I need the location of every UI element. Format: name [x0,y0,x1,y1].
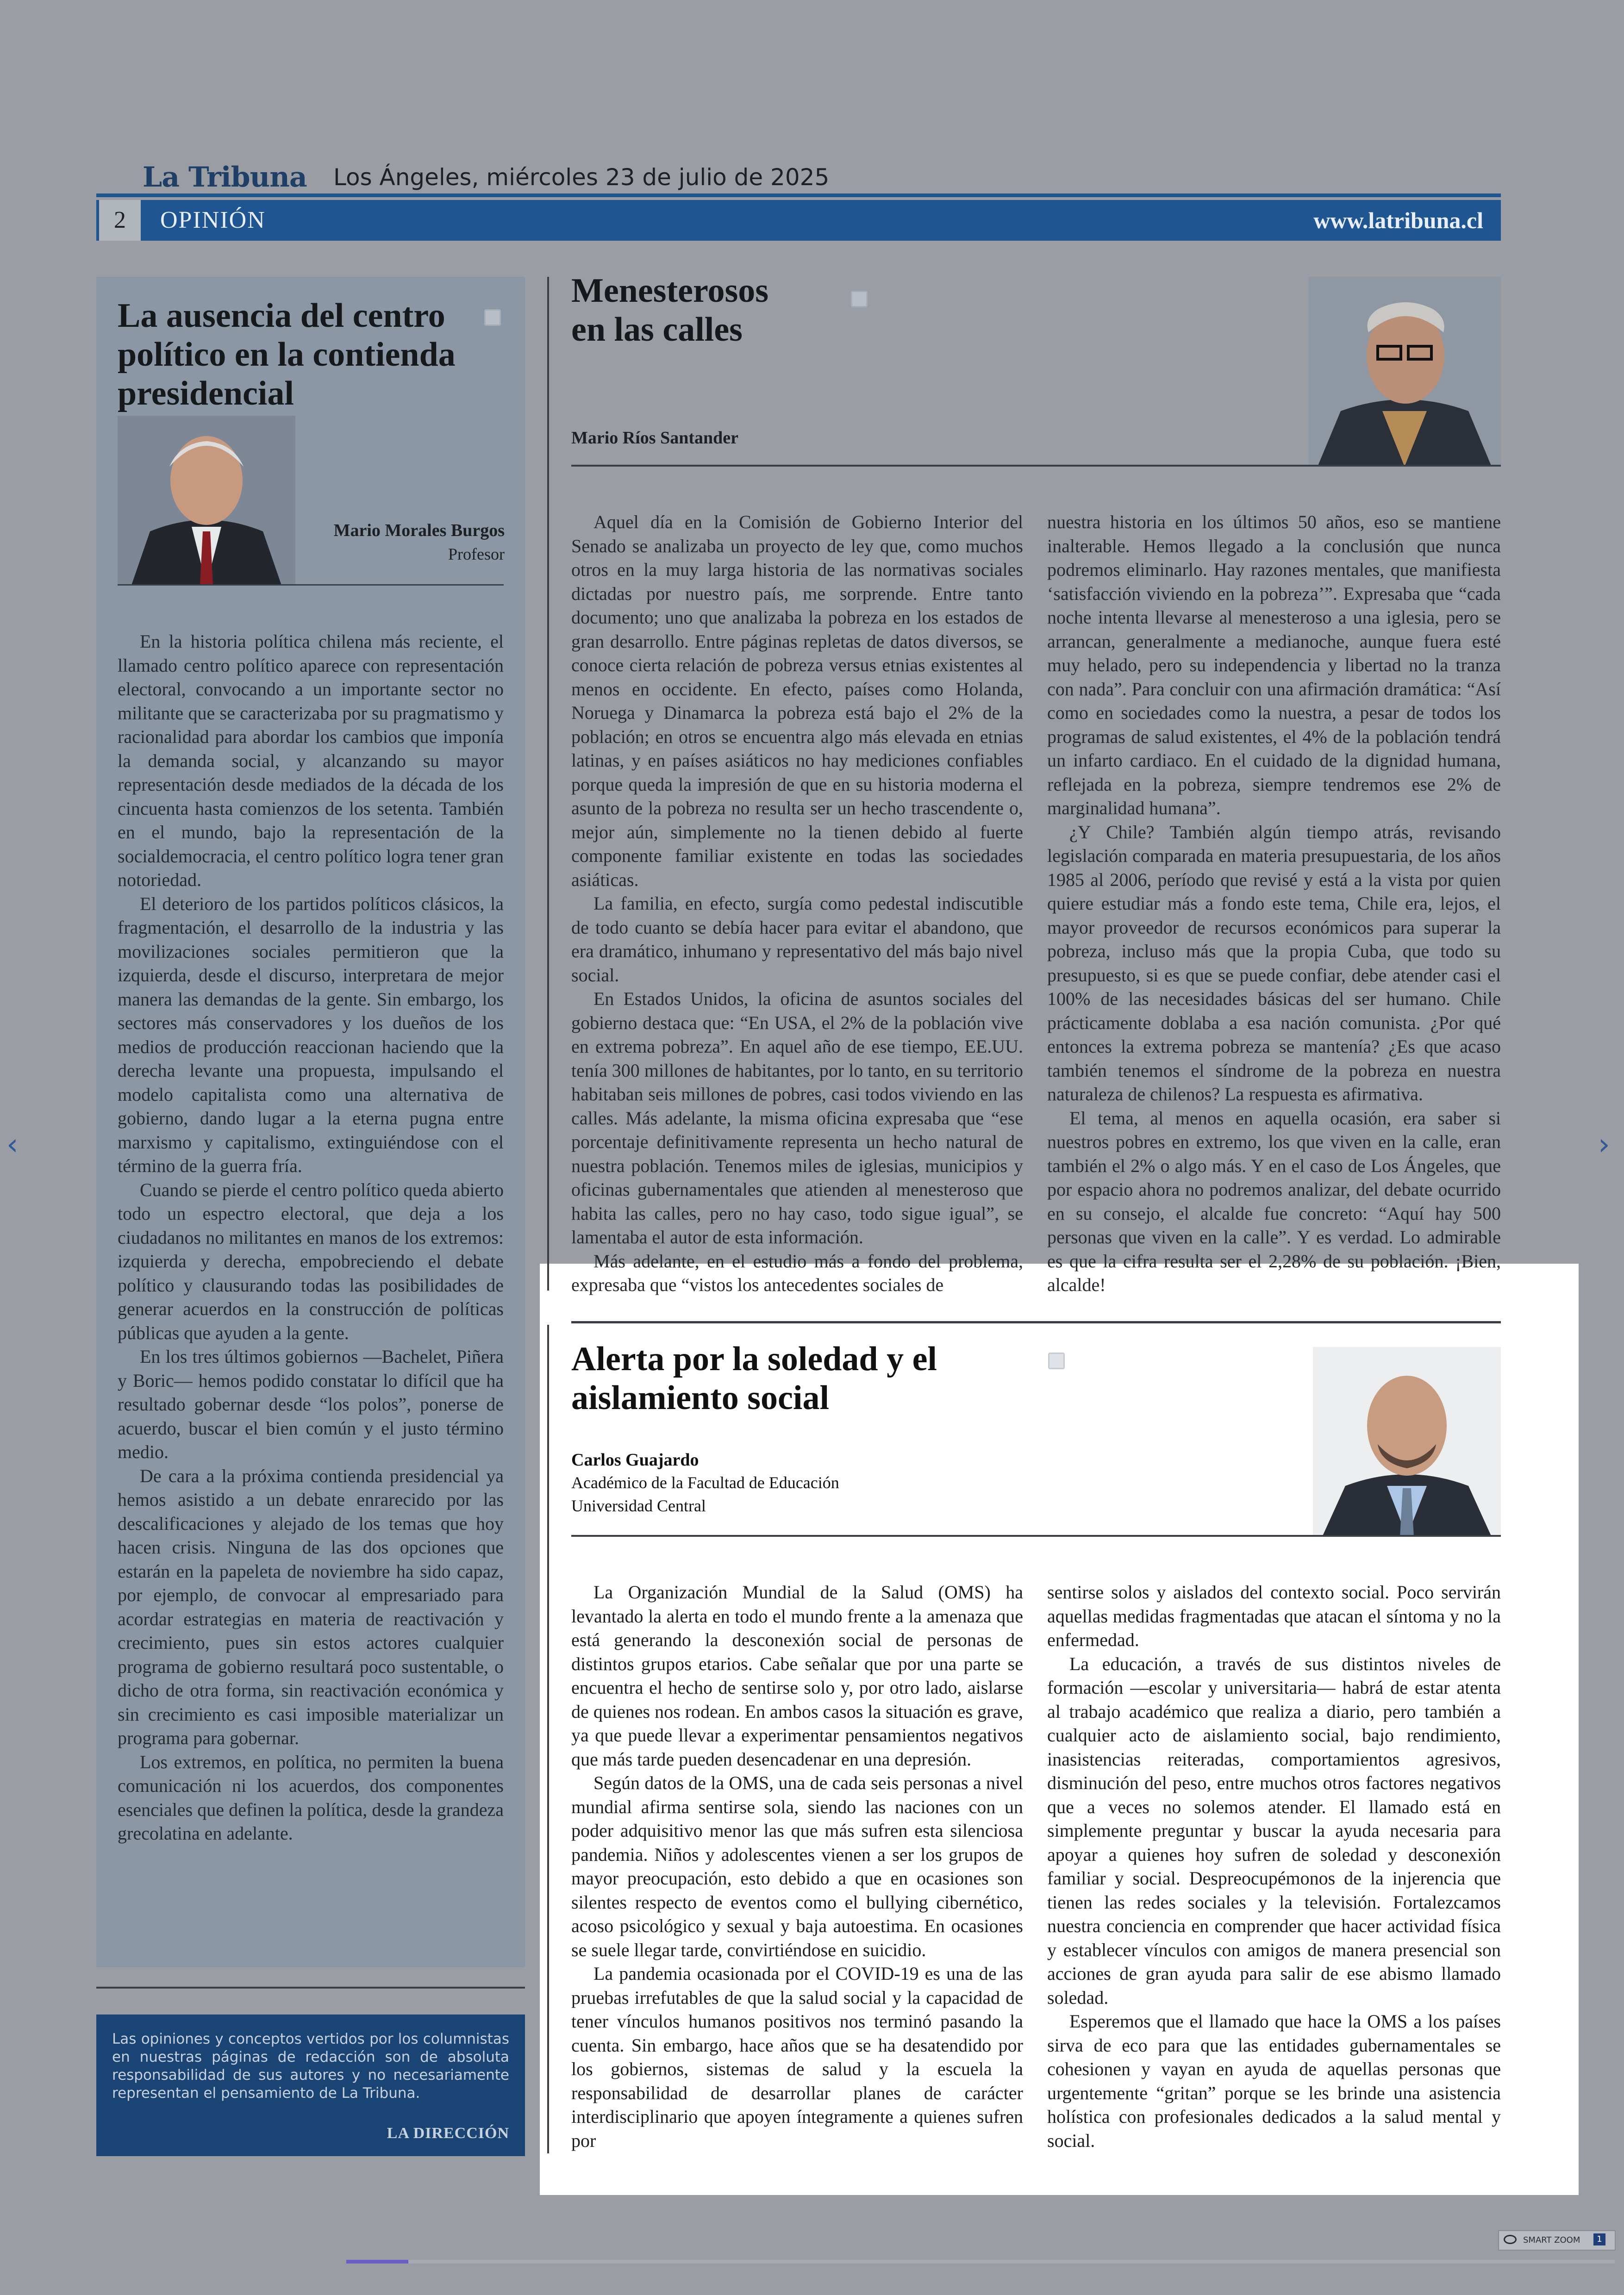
left-article-title: La ausencia del centro político en la contienda presidencial [118,297,456,412]
bottom-byline-rule [571,1535,1501,1537]
article-clip-icon[interactable] [484,309,501,326]
smart-zoom-label: SMART ZOOM [1523,2235,1580,2245]
editorial-disclaimer [96,2014,525,2156]
left-byline-rule [118,584,504,586]
paragraph: ¿Y Chile? También algún tiempo atrás, revisando legislación comparada en materia presupuestaria, de los años 1985 al 2006, período que revisé y está a la vista por quien quiere estudiar más a fondo este tema, Chile era, lejos, el mayor proveedor de recursos económicos para superar la pobreza, incluso más que la propia Cuba, que todo su presupuesto, si es que se puede confiar, debe atender casi el 100% de las necesidades básicas del ser humano. Chile prácticamente doblaba a esa nación comunista. ¿Por qué entonces la extrema pobreza se mantenía? ¿Es que acaso también tenemos el síndrome de la pobreza en nuestra naturaleza de chilenos? La respuesta es afirmativa. [1047,821,1501,1104]
paragraph: nuestra historia en los últimos 50 años, eso se mantiene inalterable. Hemos llegado a la conclusión que nunca podremos eliminarlo. Hay razones mentales, que manifiesta ‘satisfacción viviendo en la pobreza’”. Expresaba que “cada noche intenta llevarse al menesteroso a una iglesia, pero se arrancan, generalmente a medianoche, aunque fuera esté muy helado, pero su independencia y libertad no la tranza con nada”. Para concluir con una afirmación dramática: “Así como en sociedades como la nuestra, a pesar de todos los programas de salud existentes, el 4% de la población tendrá un infarto cardiaco. En el cuidado de la dignidad humana, reflejada en la pobreza, siempre tendremos ese 2% de marginalidad humana”. [1047,511,1501,818]
left-author-name: Mario Morales Burgos [333,521,505,540]
paragraph: sentirse solos y aislados del contexto social. Poco servirán aquellas medidas fragmentadas que atacan el síntoma y no la enfermedad. [1047,1582,1501,1650]
page-scroll-progress[interactable] [346,2260,1615,2264]
paragraph: La Organización Mundial de la Salud (OMS) ha levantado la alerta en todo el mundo frente a la amenaza que está generando la desconexión social de personas de distintos grupos etarios. Cabe señalar que por una parte se encuentra el hecho de sentirse solo y, por otro lado, aislarse de quienes nos rodean. En ambos casos la situación es grave, ya que puede llevar a experimentar pensamientos negativos que más tarde pueden desencadenar en una depresión. [571,1582,1023,1770]
section-name: OPINIÓN [160,207,266,233]
paragraph: El deterioro de los partidos políticos clásicos, la fragmentación, el desarrollo de la industria y las movilizaciones sociales permitieron que la izquierda, desde el discurso, interpretara de mejor manera las demandas de la gente. Sin embargo, los sectores más conservadores y los dueños de los medios de producción reaccionan haciendo que la derecha levante una propuesta, impulsando el modelo capitalista como una alternativa de gobierno, dando lugar a la eterna pugna entre marxismo y capitalismo, extinguiéndose con el término de la guerra fría. [118,893,504,1176]
disclaimer-signature: LA DIRECCIÓN [387,2125,509,2142]
chevron-left-icon[interactable]: ‹ [6,1128,19,1162]
author-photo [1313,1347,1501,1537]
top-article-col1 [571,510,1023,1297]
issue-date: Los Ángeles, miércoles 23 de julio de 2025 [333,164,830,191]
section-bar-rule [96,193,1501,197]
paragraph: Más adelante, en el estudio más a fondo del problema, expresaba que “vistos los antecedentes sociales de [571,1250,1023,1295]
bottom-article-col1 [571,1580,1023,2152]
author-photo [1308,277,1501,467]
left-column-footer-rule [96,1987,525,1989]
eye-icon [1504,2235,1517,2244]
article-clip-icon[interactable] [1048,1353,1065,1369]
bottom-author-affiliation: Universidad Central [571,1497,706,1515]
bottom-article-col2 [1047,1580,1501,2152]
section-bar [96,193,1501,241]
paragraph: La educación, a través de sus distintos niveles de formación —escolar y universitaria— habrá de estar atenta al trabajo académico que realiza a diario, pero también a cualquier acto de aislamiento social, bajo rendimiento, inasistencias reiteradas, comportamientos agresivos, disminución del peso, entre muchos otros factores negativos que a veces no solemos atender. El llamado está en simplemente preguntar y buscar la ayuda necesaria para apoyar a quienes hoy sufren de soledad y desconexión familiar y social. Despreocupémonos de la injerencia que tienen las redes sociales y la televisión. Fortalezcamos nuestra conciencia en comprender que hacer actividad física y establecer vínculos con amigos de manera presencial son acciones de gran ayuda para salir de ese abismo llamado soledad. [1047,1653,1501,2008]
bottom-article-title-line2: aislamiento social [571,1379,830,1417]
paragraph: Los extremos, en política, no permiten la buena comunicación ni los acuerdos, dos componentes esenciales que definen la política, desde la grandeza grecolatina en adelante. [118,1751,504,1844]
paragraph: Aquel día en la Comisión de Gobierno Interior del Senado se analizaba un proyecto de ley que, como muchos otros en la muy larga historia de las normativas sociales dictadas por nuestro país, me sorprende. Entre tanto documento; uno que analizaba la pobreza en los estados de gran desarrollo. Entre páginas repletas de datos diversos, se conoce cierta relación de pobreza versus etnias existentes al menos en occidente. En efecto, países como Holanda, Noruega y Dinamarca la pobreza está bajo el 2% de la población; en otros se encuentra algo más elevada en etnias latinas, y en países asiáticos no hay mediciones confiables porque queda la impresión de que en su historia moderna el asunto de la pobreza no resulta ser un hecho trascendente o, mejor aún, simplemente no la tienen debido al fuerte componente familiar existente en todas las sociedades asiáticas. [571,511,1023,890]
smart-zoom-badge: 1 [1593,2233,1605,2245]
paragraph: Según datos de la OMS, una de cada seis personas a nivel mundial afirma sentirse sola, siendo las naciones con un poder adquisitivo menor las que más sufren esta silenciosa pandemia. Niños y adolescentes vienen a ser los grupos de mayor preocupación, esto debido a que en ocasiones son silentes respecto de eventos como el bullying cibernético, acoso psicológico y sexual y baja autoestima. En ocasiones se suele llegar tarde, convirtiéndose en suicidio. [571,1772,1023,1960]
paragraph: Cuando se pierde el centro político queda abierto todo un espectro electoral, que deja a los ciudadanos no militantes en manos de los extremos: izquierda y derecha, empobreciendo el debate político y clausurando todas las posibilidades de generar acuerdos en la construcción de políticas públicas que ayuden a la gente. [118,1179,504,1343]
top-article-title-line2: en las calles [571,311,743,349]
top-article-title [571,271,868,349]
page-scroll-progress-fill [346,2260,408,2264]
left-author-role: Profesor [448,545,505,563]
section-band [141,200,1501,241]
author-photo [118,416,295,585]
chevron-right-icon[interactable]: › [1598,1128,1610,1162]
newspaper-logo: La Tribuna [143,161,307,193]
top-article-col2 [1047,510,1501,1297]
top-byline-rule [571,465,1501,467]
bottom-article-title [571,1340,1081,1417]
paragraph: En la historia política chilena más reciente, el llamado centro político aparece con representación electoral, convocando a un importante sector no militante que se caracterizaba por su pragmatismo y racionalidad para abordar los cambios que imponía la demanda social, y alcanzando su mayor representación desde mediados de la década de los cincuenta hasta comienzos de los setenta. También en el mundo, bajo la representación de la socialdemocracia, el centro político logra tener gran notoriedad. [118,631,504,890]
paragraph: En Estados Unidos, la oficina de asuntos sociales del gobierno destaca que: “En USA, el 2% de la población vive en extrema pobreza”. En aquel año de ese tiempo, EE.UU. tenía 300 millones de habitantes, por lo tanto, en su territorio habitaban seis millones de pobres, casi todos viviendo en las calles. Más adelante, la misma oficina expresaba que “ese porcentaje definitivamente representa un hecho natural de nuestra población. Tenemos miles de iglesias, municipios y oficinas gubernamentales que atienden al menesteroso que habita las calles, pero no hay caso, todo sigue igual”, se lamentaba el autor de esta información. [571,988,1023,1247]
article-clip-icon[interactable] [851,291,868,307]
paragraph: El tema, al menos en aquella ocasión, era saber si nuestros pobres en extremo, los que viven en la calle, eran también el 2% o algo más. Y en el caso de Los Ángeles, que por espacio ahora no podremos analizar, del debate ocurrido en su consejo, el alcalde fue concreto: “Aquí hay 500 personas que viven en la calle”. Y es verdad. Lo admirable es que la cifra resulta ser el 2,28% de su población. ¡Bien, alcalde! [1047,1107,1501,1295]
top-article-title-line1: Menesterosos [571,272,769,310]
bottom-author-name: Carlos Guajardo [571,1450,699,1470]
column-divider-lower [547,1325,549,2153]
selected-article-highlight-tab [1544,1265,1579,1325]
disclaimer-text: Las opiniones y conceptos vertidos por los columnistas en nuestras páginas de redacción son de absoluta responsabilidad de sus autores y no necesariamente representan el pensamiento de La Tribuna. [112,2031,509,2102]
paragraph: La pandemia ocasionada por el COVID-19 es una de las pruebas irrefutables de que la salud social y la capacidad de tener vínculos humanos positivos nos terminó pasando la cuenta. Sin embargo, hace años que se ha desatendido por los gobiernos, sistemas de salud y la escuela la responsabilidad de desarrollar planes de carácter interdisciplinario que apoyen íntegramente a quienes sufren por [571,1963,1023,2151]
top-article-end-rule [571,1321,1501,1323]
smart-zoom-button[interactable] [1498,2230,1616,2251]
page-number: 2 [96,200,141,241]
paragraph: De cara a la próxima contienda presidencial ya hemos asistido a un debate enrarecido por las descalificaciones y alejado de los temas que hoy hacen crisis. Ninguna de las dos opciones que estarán en la papeleta de noviembre ha sido capaz, por ejemplo, de convocar al empresariado para acordar estrategias en materia de reactivación y crecimiento, pues sin estos actores cualquier programa de gobierno resultará poco sustentable, o dicho de otra forma, sin reactivación económica y sin crecimiento es casi imposible materializar un programa para gobernar. [118,1465,504,1748]
paragraph: Esperemos que el llamado que hace la OMS a los países sirva de eco para que las entidades gubernamentales se cohesionen y vayan en ayuda de aquellas personas que urgentemente “gritan” porque se les brinde una asistencia holística con profesionales dedicados a la salud mental y social. [1047,2011,1501,2151]
left-article-body [118,630,504,1846]
paragraph: La familia, en efecto, surgía como pedestal indiscutible de todo cuanto se debía hacer para evitar el abandono, que era dramático, inhumano y representativo del más bajo nivel social. [571,893,1023,985]
column-divider [547,277,549,1291]
site-url[interactable]: www.latribuna.cl [1313,207,1483,233]
bottom-author-role: Académico de la Facultad de Educación [571,1473,839,1492]
bottom-article-title-line1: Alerta por la soledad y el [571,1340,937,1378]
top-author-name: Mario Ríos Santander [571,428,738,448]
paragraph: En los tres últimos gobiernos —Bachelet, Piñera y Boric— hemos podido constatar lo difícil que ha resultado gobernar desde “los polos”, ponerse de acuerdo, buscar el bien común y el justo término medio. [118,1346,504,1462]
